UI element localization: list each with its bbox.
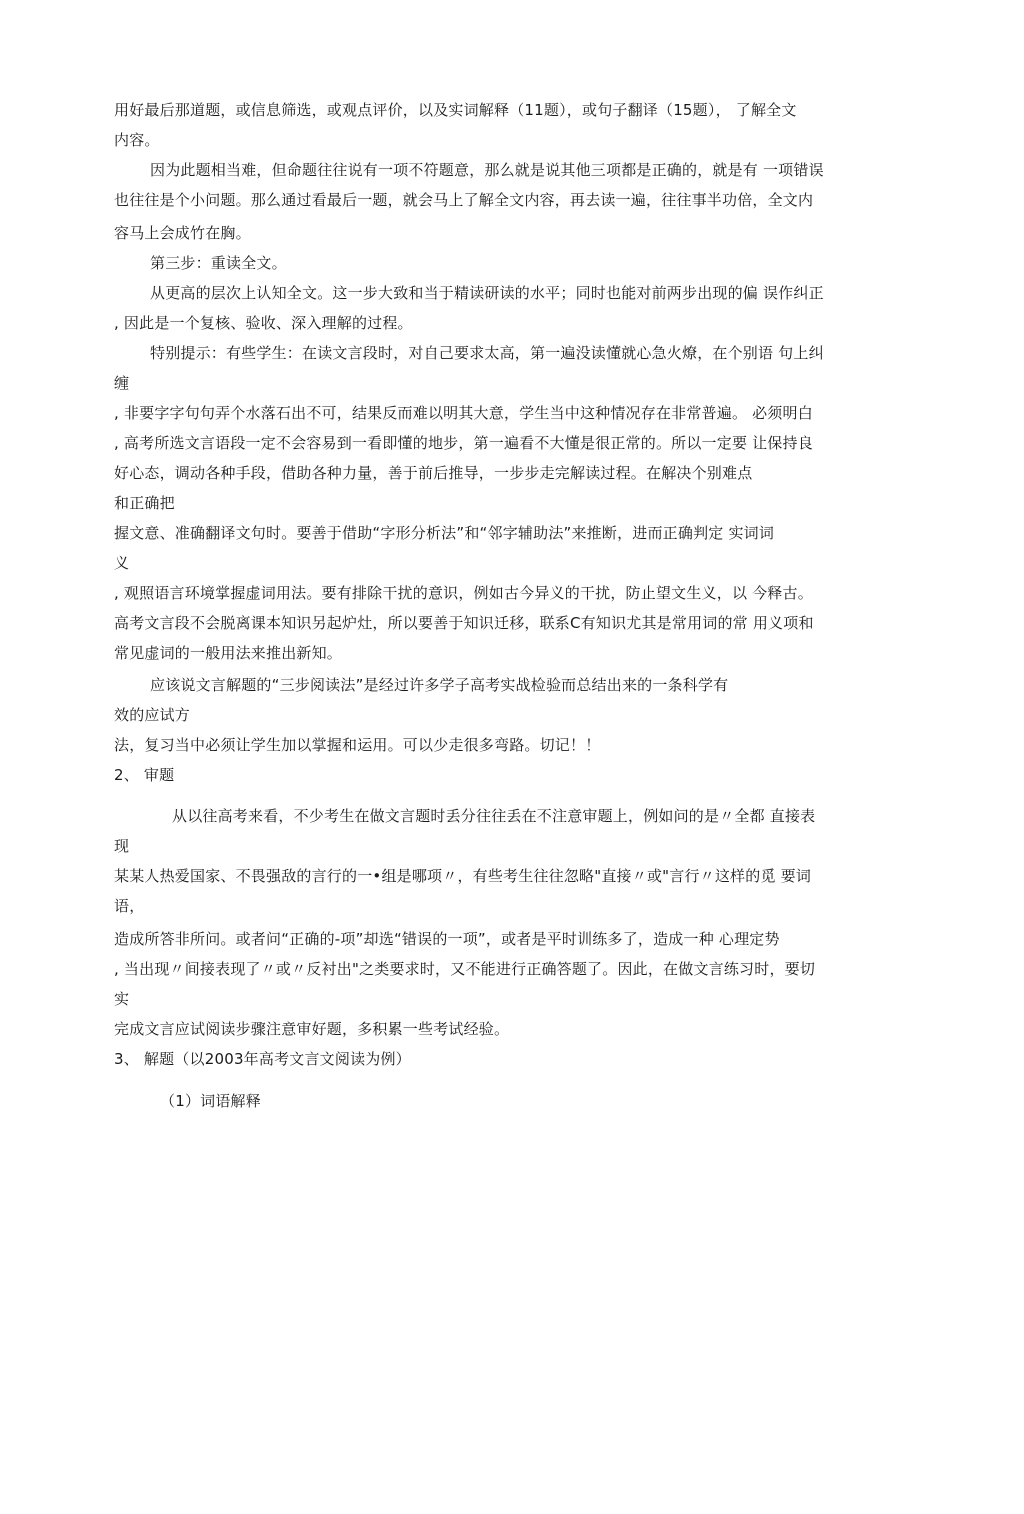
text-line: , 观照语言环境掌握虚词用法。要有排除干扰的意识，例如古今异义的干扰，防止望文生义，以 今释古。 bbox=[114, 584, 813, 602]
text-line: 容马上会成竹在胸。 bbox=[114, 224, 251, 242]
text-line: 握文意、准确翻译文句时。要善于借助“字形分析法”和“邻字辅助法”来推断，进而正确判定 实词词 bbox=[114, 524, 775, 542]
text-line: , 高考所选文言语段一定不会容易到一看即懂的地步，第一遍看不大懂是很正常的。所以一定要 让保持良 bbox=[114, 434, 813, 452]
text-line: 特别提示：有些学生：在读文言段时，对自己要求太高，第一遍没读懂就心急火燎，在个别语 句上纠 bbox=[150, 344, 824, 362]
text-line: 内容。 bbox=[114, 131, 160, 149]
text-line: 造成所答非所问。或者问“正确的-项”却选“错误的一项”，或者是平时训练多了，造成一种 心理定势 bbox=[114, 930, 780, 948]
text-line: 缠 bbox=[114, 374, 130, 392]
text-line: 现 bbox=[114, 837, 130, 855]
text-line: 某某人热爱国家、不畏强敌的言行的一•组是哪项〃，有些考生往往忽略"直接〃或"言行〃这样的觅 要词 bbox=[114, 867, 812, 885]
text-line: 从以往高考来看，不少考生在做文言题时丢分往往丢在不注意审题上，例如问的是〃全都 直接表 bbox=[172, 807, 816, 825]
text-line: 常见虚词的一般用法来推出新知。 bbox=[114, 644, 343, 662]
text-line: 效的应试方 bbox=[114, 706, 191, 724]
text-line: 法，复习当中必须让学生加以掌握和运用。可以少走很多弯路。切记！！ bbox=[114, 736, 601, 754]
section-heading: 3、 解题（以2003年高考文言文阅读为例） bbox=[114, 1050, 411, 1068]
text-line: 完成文言应试阅读步骤注意审好题，多积累一些考试经验。 bbox=[114, 1020, 510, 1038]
text-line: 从更高的层次上认知全文。这一步大致和当于精读研读的水平；同时也能对前两步出现的偏 误作纠正 bbox=[150, 284, 824, 302]
text-line: 实 bbox=[114, 990, 130, 1008]
text-line: 应该说文言解题的“三步阅读法”是经过许多学子高考实战检验而总结出来的一条科学有 bbox=[150, 676, 729, 694]
subsection-heading: （1）词语解释 bbox=[160, 1092, 261, 1110]
text-line: 第三步：重读全文。 bbox=[150, 254, 287, 272]
text-line: 也往往是个小问题。那么通过看最后一题，就会马上了解全文内容，再去读一遍，往往事半功倍，全文内 bbox=[114, 191, 814, 209]
text-line: , 非要字字句句弄个水落石出不可，结果反而难以明其大意，学生当中这种情况存在非常普遍。 必须明白 bbox=[114, 404, 813, 422]
text-line: 好心态，调动各种手段，借助各种力量，善于前后推导，一步步走完解读过程。在解决个别难点 bbox=[114, 464, 753, 482]
text-line: 和正确把 bbox=[114, 494, 175, 512]
text-line: 用好最后那道题，或信息筛选，或观点评价，以及实词解释（11题），或句子翻译（15题）， 了解全文 bbox=[114, 101, 797, 119]
text-line: , 当出现〃间接表现了〃或〃反衬出"之类要求时，又不能进行正确答题了。因此，在做文言练习时，要切 bbox=[114, 960, 816, 978]
section-heading: 2、 审题 bbox=[114, 766, 175, 784]
text-line: 高考文言段不会脱离课本知识另起炉灶，所以要善于知识迁移，联系C有知识尤其是常用词的常 用义项和 bbox=[114, 614, 814, 632]
text-line: 义 bbox=[114, 554, 130, 572]
text-line: , 因此是一个复核、验收、深入理解的过程。 bbox=[114, 314, 413, 332]
text-line: 因为此题相当难，但命题往往说有一项不符题意，那么就是说其他三项都是正确的，就是有 一项错误 bbox=[150, 161, 824, 179]
text-line: 语， bbox=[114, 897, 145, 915]
